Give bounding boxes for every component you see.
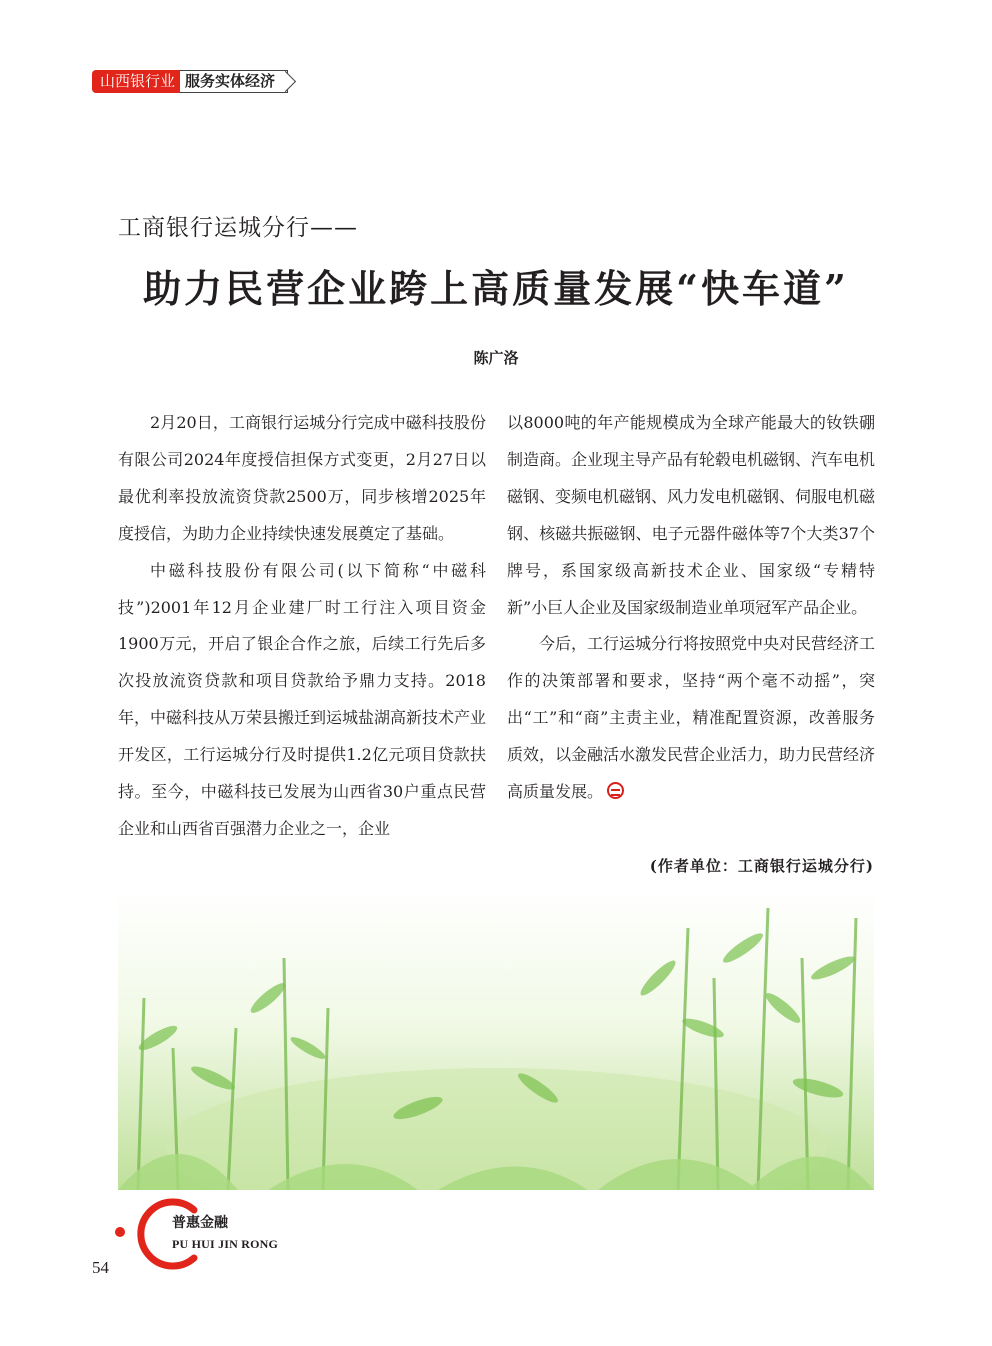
left-column	[118, 405, 486, 848]
bamboo-illustration	[118, 888, 874, 1190]
footer-ring-icon	[132, 1196, 208, 1272]
page-number: 54	[92, 1258, 109, 1277]
paragraph-3-text: 今后，工行运城分行将按照党中央对民营经济工作的决策部署和要求，坚持“两个毫不动摇”，突出“工”和“商”主责主业，精准配置资源，改善服务质效，以金融活水激发民营企业活力，助力民营经济高质量发展。	[507, 634, 876, 802]
right-column	[507, 405, 875, 811]
footer-dot	[115, 1227, 125, 1237]
author-affiliation: (作者单位：工商银行运城分行)	[649, 857, 874, 875]
footer-column-pinyin: PU HUI JIN RONG	[172, 1237, 279, 1251]
paragraph-1: 2月20日，工商银行运城分行完成中磁科技股份有限公司2024年度授信担保方式变更，2月27日以最优利率投放流资贷款2500万，同步核增2025年度授信，为助力企业持续快速发展奠定了基础。	[118, 413, 486, 543]
paragraph-3	[507, 626, 875, 811]
section-tag-primary: 山西银行业	[92, 70, 180, 93]
article-author: 陈广洛	[473, 349, 519, 367]
article-kicker: 工商银行运城分行——	[118, 215, 358, 241]
section-tag-secondary: 服务实体经济	[180, 70, 288, 93]
article-title: 助力民营企业跨上高质量发展“快车道”	[143, 266, 849, 311]
paragraph-2: 中磁科技股份有限公司(以下简称“中磁科技”)2001年12月企业建厂时工行注入项目资金1900万元，开启了银企合作之旅，后续工行先后多次投放流资贷款和项目贷款给予鼎力支持。2018年，中磁科技从万荣县搬迁到运城盐湖高新技术产业开发区，工行运城分行及时提供1.2亿元项目贷款扶持。至今，中磁科技已发展为山西省30户重点民营企业和山西省百强潜力企业之一，企业	[118, 560, 487, 838]
icbc-logo-icon	[607, 782, 624, 799]
footer-column-title: 普惠金融	[172, 1215, 228, 1231]
section-tag	[92, 70, 288, 93]
paragraph-2-continued: 以8000吨的年产能规模成为全球产能最大的钕铁硼制造商。企业现主导产品有轮毂电机磁钢、汽车电机磁钢、变频电机磁钢、风力发电机磁钢、伺服电机磁钢、核磁共振磁钢、电子元器件磁体等7个大类37个牌号，系国家级高新技术企业、国家级“专精特新”小巨人企业及国家级制造业单项冠军产品企业。	[507, 413, 876, 617]
